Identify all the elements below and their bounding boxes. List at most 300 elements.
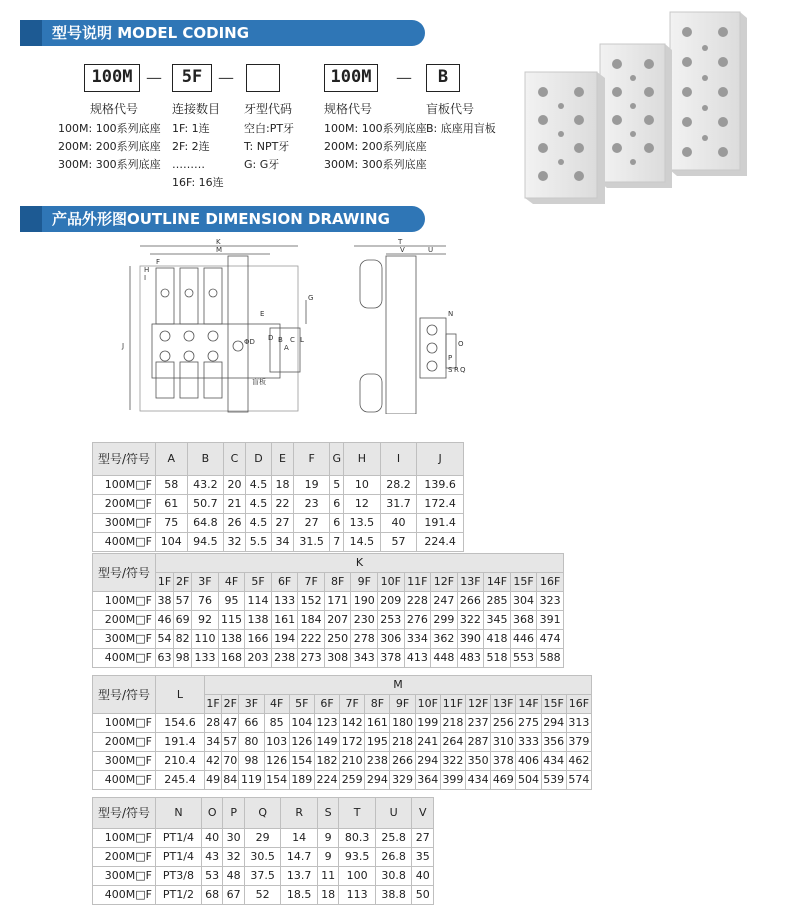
col-header: 6F xyxy=(314,695,339,714)
table-cell: 30 xyxy=(223,829,244,848)
row-label: 300M□F xyxy=(93,867,156,886)
table-cell: 34 xyxy=(205,733,222,752)
col-header: Q xyxy=(244,798,281,829)
table-cell: 304 xyxy=(510,592,537,611)
coding-line: G: G牙 xyxy=(244,158,280,171)
table-cell: 238 xyxy=(271,649,298,668)
table-cell: 40 xyxy=(412,867,434,886)
col-header: 1F xyxy=(156,573,174,592)
table-row xyxy=(93,533,464,552)
col-header: 5F xyxy=(245,573,272,592)
table-cell: 218 xyxy=(390,733,415,752)
table-cell: 10 xyxy=(344,476,381,495)
dim-label-k: K xyxy=(216,238,221,246)
dim-label-o: O xyxy=(458,340,464,348)
coding-line: ……… xyxy=(172,158,205,171)
col-header: 2F xyxy=(222,695,239,714)
table-row xyxy=(93,733,592,752)
table-cell: 574 xyxy=(566,771,591,790)
col-header: L xyxy=(156,676,205,714)
table-cell: 104 xyxy=(289,714,314,733)
col-header: 3F xyxy=(239,695,264,714)
table-cell: 18.5 xyxy=(281,886,318,905)
group-header: K xyxy=(156,554,564,573)
code-dash: — xyxy=(218,68,234,87)
table-cell: 413 xyxy=(404,649,431,668)
table-cell: 63 xyxy=(156,649,174,668)
table-cell: 399 xyxy=(440,771,465,790)
table-cell: 20 xyxy=(224,476,246,495)
table-cell: 104 xyxy=(156,533,188,552)
table-row xyxy=(93,649,564,668)
col-header: A xyxy=(156,443,188,476)
coding-col-title: 规格代号 xyxy=(324,102,373,116)
col-header: 4F xyxy=(264,695,289,714)
col-header: 9F xyxy=(351,573,378,592)
col-header: O xyxy=(201,798,222,829)
table-corner: 型号/符号 xyxy=(93,554,156,592)
table-cell: 418 xyxy=(484,630,511,649)
table-cell: 264 xyxy=(440,733,465,752)
coding-line: 200M: 200系列底座 xyxy=(324,140,427,153)
dim-label-b: B xyxy=(278,336,283,344)
table-cell: 6 xyxy=(330,495,344,514)
table-cell: 26 xyxy=(224,514,246,533)
table-cell: 35 xyxy=(412,848,434,867)
table-cell: 98 xyxy=(239,752,264,771)
table-cell: 80 xyxy=(239,733,264,752)
table-cell: 172.4 xyxy=(417,495,464,514)
table-cell: 362 xyxy=(431,630,458,649)
coding-col-lines xyxy=(324,120,427,174)
table-cell: 275 xyxy=(516,714,541,733)
row-label: 200M□F xyxy=(93,611,156,630)
code-box-blank-series: 100M xyxy=(324,64,378,92)
table-row xyxy=(93,514,464,533)
table-cell: 6 xyxy=(330,514,344,533)
table-cell: 322 xyxy=(440,752,465,771)
table-cell: 50.7 xyxy=(187,495,224,514)
col-header: 14F xyxy=(516,695,541,714)
dim-label-m: M xyxy=(216,246,223,254)
coding-col-lines xyxy=(172,120,224,192)
table-cell: 378 xyxy=(491,752,516,771)
table-cell: 57 xyxy=(222,733,239,752)
table-cell: 310 xyxy=(491,733,516,752)
coding-col-title: 规格代号 xyxy=(90,102,139,116)
row-label: 400M□F xyxy=(93,533,156,552)
table-cell: 323 xyxy=(537,592,564,611)
table-row xyxy=(93,848,434,867)
table-row xyxy=(93,611,564,630)
table-cell: 49 xyxy=(205,771,222,790)
table-cell: 30.5 xyxy=(244,848,281,867)
row-label: 100M□F xyxy=(93,592,156,611)
table-cell: 189 xyxy=(289,771,314,790)
table-cell: 26.8 xyxy=(375,848,412,867)
table-cell: 224.4 xyxy=(417,533,464,552)
col-header: F xyxy=(293,443,330,476)
dim-label-f: F xyxy=(156,258,161,266)
col-header: C xyxy=(224,443,246,476)
table-cell: 406 xyxy=(516,752,541,771)
front-view-drawing xyxy=(120,238,320,414)
coding-line: 空白:PT牙 xyxy=(244,122,295,135)
table-cell: 23 xyxy=(293,495,330,514)
table-cell: 171 xyxy=(324,592,351,611)
table-cell: 273 xyxy=(298,649,325,668)
code-box-series: 100M xyxy=(84,64,140,92)
col-header: H xyxy=(344,443,381,476)
table-cell: 287 xyxy=(466,733,491,752)
table-cell: 50 xyxy=(412,886,434,905)
table-cell: 253 xyxy=(378,611,405,630)
table-cell: 98 xyxy=(174,649,192,668)
table-cell: 142 xyxy=(340,714,365,733)
table-cell: 161 xyxy=(365,714,390,733)
outline-drawing-title: 产品外形图OUTLINE DIMENSION DRAWING xyxy=(52,210,390,228)
table-cell: 448 xyxy=(431,649,458,668)
table-cell: 46 xyxy=(156,611,174,630)
table-cell: 32 xyxy=(223,848,244,867)
table-cell: 462 xyxy=(566,752,591,771)
code-box-stations: 5F xyxy=(172,64,212,92)
code-dash: — xyxy=(396,68,412,87)
col-header: D xyxy=(245,443,272,476)
table-cell: 95 xyxy=(218,592,245,611)
table-cell: 123 xyxy=(314,714,339,733)
dim-label-j: J xyxy=(122,342,125,350)
table-cell: 228 xyxy=(404,592,431,611)
table-cell: 14.5 xyxy=(344,533,381,552)
dim-label-d: D xyxy=(268,334,274,342)
table-cell: 182 xyxy=(314,752,339,771)
table-cell: 113 xyxy=(339,886,376,905)
coding-line: T: NPT牙 xyxy=(244,140,290,153)
table-cell: 306 xyxy=(378,630,405,649)
dim-label-r: R xyxy=(454,366,459,374)
table-cell: 434 xyxy=(466,771,491,790)
table-cell: 378 xyxy=(378,649,405,668)
row-label: 300M□F xyxy=(93,514,156,533)
dim-label-e: E xyxy=(260,310,265,318)
table-cell: 57 xyxy=(174,592,192,611)
table-cell: 474 xyxy=(537,630,564,649)
row-label: 200M□F xyxy=(93,733,156,752)
table-cell: 191.4 xyxy=(417,514,464,533)
coding-col-lines xyxy=(244,120,294,174)
table-cell: 238 xyxy=(365,752,390,771)
table-cell: 161 xyxy=(271,611,298,630)
table-cell: 333 xyxy=(516,733,541,752)
col-header: 13F xyxy=(457,573,484,592)
table-cell: 294 xyxy=(415,752,440,771)
col-header: 9F xyxy=(390,695,415,714)
table-cell: 31.7 xyxy=(380,495,417,514)
table-cell: 138 xyxy=(218,630,245,649)
table-cell: 30.8 xyxy=(375,867,412,886)
col-header: 10F xyxy=(415,695,440,714)
dim-label-a: A xyxy=(284,344,289,352)
table-cell: 133 xyxy=(192,649,219,668)
dim-label-u: U xyxy=(428,246,434,254)
table-cell: 42 xyxy=(205,752,222,771)
table-cell: 278 xyxy=(351,630,378,649)
table-cell: 364 xyxy=(415,771,440,790)
blank-plate-label: 盲板 xyxy=(252,378,266,386)
table-cell: 256 xyxy=(491,714,516,733)
table-cell: 266 xyxy=(457,592,484,611)
table-cell: 28.2 xyxy=(380,476,417,495)
col-header: 13F xyxy=(491,695,516,714)
side-view-drawing xyxy=(346,238,470,414)
table-cell: 110 xyxy=(192,630,219,649)
table-cell: 25.8 xyxy=(375,829,412,848)
table-cell: 184 xyxy=(298,611,325,630)
col-header: E xyxy=(272,443,294,476)
table-cell: 199 xyxy=(415,714,440,733)
table-row xyxy=(93,867,434,886)
table-cell: 64.8 xyxy=(187,514,224,533)
table-cell: 75 xyxy=(156,514,188,533)
table-cell: PT1/4 xyxy=(156,848,202,867)
table-cell: 85 xyxy=(264,714,289,733)
table-cell: 483 xyxy=(457,649,484,668)
table-cell: 4.5 xyxy=(245,495,272,514)
table-cell: 38 xyxy=(156,592,174,611)
table-cell: 29 xyxy=(244,829,281,848)
table-cell: 27 xyxy=(293,514,330,533)
table-cell: 222 xyxy=(298,630,325,649)
table-cell: 40 xyxy=(201,829,222,848)
col-header: 5F xyxy=(289,695,314,714)
code-box-blank-plate: B xyxy=(426,64,460,92)
row-label: 100M□F xyxy=(93,714,156,733)
row-label: 400M□F xyxy=(93,886,156,905)
table-cell: 390 xyxy=(457,630,484,649)
coding-line: 300M: 300系列底座 xyxy=(58,158,161,171)
col-header: 2F xyxy=(174,573,192,592)
table-cell: 43 xyxy=(201,848,222,867)
table-corner: 型号/符号 xyxy=(93,443,156,476)
table-cell: 168 xyxy=(218,649,245,668)
table-cell: 294 xyxy=(365,771,390,790)
table-cell: 210.4 xyxy=(156,752,205,771)
table-cell: 5 xyxy=(330,476,344,495)
table-cell: 350 xyxy=(466,752,491,771)
table-cell: 84 xyxy=(222,771,239,790)
dim-label-c: C xyxy=(290,336,295,344)
table-row xyxy=(93,592,564,611)
table-cell: 241 xyxy=(415,733,440,752)
col-header: 7F xyxy=(340,695,365,714)
col-header: R xyxy=(281,798,318,829)
table-cell: 195 xyxy=(365,733,390,752)
table-cell: 115 xyxy=(218,611,245,630)
table-cell: 329 xyxy=(390,771,415,790)
table-cell: 210 xyxy=(340,752,365,771)
table-cell: 149 xyxy=(314,733,339,752)
table-cell: 285 xyxy=(484,592,511,611)
col-header: G xyxy=(330,443,344,476)
table-cell: 218 xyxy=(440,714,465,733)
col-header: V xyxy=(412,798,434,829)
table-cell: 47 xyxy=(222,714,239,733)
table-cell: 66 xyxy=(239,714,264,733)
col-header: 6F xyxy=(271,573,298,592)
col-header: 4F xyxy=(218,573,245,592)
coding-line: B: 底座用盲板 xyxy=(426,122,496,135)
table-cell: 230 xyxy=(351,611,378,630)
table-cell: 103 xyxy=(264,733,289,752)
dim-label-s: S xyxy=(448,366,453,374)
table-cell: 54 xyxy=(156,630,174,649)
table-cell: PT3/8 xyxy=(156,867,202,886)
table-cell: 224 xyxy=(314,771,339,790)
table-cell: 92 xyxy=(192,611,219,630)
table-cell: 334 xyxy=(404,630,431,649)
table-cell: 4.5 xyxy=(245,514,272,533)
table-cell: 152 xyxy=(298,592,325,611)
table-cell: 180 xyxy=(390,714,415,733)
dim-label-t: T xyxy=(398,238,403,246)
dim-label-p: P xyxy=(448,354,453,362)
table-cell: 194 xyxy=(271,630,298,649)
dim-label-n: N xyxy=(448,310,454,318)
table-cell: PT1/2 xyxy=(156,886,202,905)
table-cell: 18 xyxy=(272,476,294,495)
table-cell: 299 xyxy=(431,611,458,630)
table-cell: 19 xyxy=(293,476,330,495)
table-cell: 308 xyxy=(324,649,351,668)
dimension-table-l-m xyxy=(92,675,592,790)
table-cell: 76 xyxy=(192,592,219,611)
table-cell: 553 xyxy=(510,649,537,668)
col-header: 7F xyxy=(298,573,325,592)
table-cell: 9 xyxy=(317,829,338,848)
table-cell: 31.5 xyxy=(293,533,330,552)
col-header: U xyxy=(375,798,412,829)
row-label: 100M□F xyxy=(93,829,156,848)
table-cell: 172 xyxy=(340,733,365,752)
manifold-product-photo xyxy=(515,8,795,208)
col-header: N xyxy=(156,798,202,829)
col-header: 11F xyxy=(404,573,431,592)
table-cell: 379 xyxy=(566,733,591,752)
dimension-table-n-v xyxy=(92,797,434,905)
table-cell: 469 xyxy=(491,771,516,790)
table-cell: 14.7 xyxy=(281,848,318,867)
table-cell: 14 xyxy=(281,829,318,848)
col-header: 8F xyxy=(365,695,390,714)
coding-col-lines xyxy=(426,120,496,138)
dim-label-i: I xyxy=(144,274,147,282)
row-label: 400M□F xyxy=(93,771,156,790)
table-cell: 9 xyxy=(317,848,338,867)
table-cell: 518 xyxy=(484,649,511,668)
table-cell: 18 xyxy=(317,886,338,905)
table-cell: 504 xyxy=(516,771,541,790)
coding-line: 16F: 16连 xyxy=(172,176,224,189)
table-cell: 4.5 xyxy=(245,476,272,495)
table-cell: 61 xyxy=(156,495,188,514)
dim-label-g: G xyxy=(308,294,314,302)
col-header: P xyxy=(223,798,244,829)
dimension-table-k xyxy=(92,553,564,668)
table-cell: 266 xyxy=(390,752,415,771)
row-label: 300M□F xyxy=(93,630,156,649)
table-cell: 48 xyxy=(223,867,244,886)
table-cell: 276 xyxy=(404,611,431,630)
col-header: T xyxy=(339,798,376,829)
model-coding-title: 型号说明 MODEL CODING xyxy=(52,24,250,42)
coding-line: 100M: 100系列底座 xyxy=(58,122,161,135)
table-cell: 154 xyxy=(264,771,289,790)
col-header: 15F xyxy=(510,573,537,592)
table-cell: 100 xyxy=(339,867,376,886)
table-cell: 343 xyxy=(351,649,378,668)
table-cell: 539 xyxy=(541,771,566,790)
col-header: 16F xyxy=(537,573,564,592)
table-cell: 27 xyxy=(412,829,434,848)
table-cell: 138 xyxy=(245,611,272,630)
table-cell: 391 xyxy=(537,611,564,630)
table-cell: 313 xyxy=(566,714,591,733)
table-cell: 259 xyxy=(340,771,365,790)
dim-label-q: Q xyxy=(460,366,466,374)
col-header: 15F xyxy=(541,695,566,714)
col-header: 11F xyxy=(440,695,465,714)
col-header: I xyxy=(380,443,417,476)
col-header: 12F xyxy=(466,695,491,714)
table-cell: 37.5 xyxy=(244,867,281,886)
table-cell: 191.4 xyxy=(156,733,205,752)
table-cell: 34 xyxy=(272,533,294,552)
table-cell: 69 xyxy=(174,611,192,630)
table-row xyxy=(93,476,464,495)
coding-line: 100M: 100系列底座 xyxy=(324,122,427,135)
col-header: 12F xyxy=(431,573,458,592)
table-row xyxy=(93,495,464,514)
table-cell: 21 xyxy=(224,495,246,514)
row-label: 100M□F xyxy=(93,476,156,495)
table-cell: 52 xyxy=(244,886,281,905)
row-label: 300M□F xyxy=(93,752,156,771)
table-cell: 38.8 xyxy=(375,886,412,905)
table-cell: 82 xyxy=(174,630,192,649)
coding-line: 1F: 1连 xyxy=(172,122,210,135)
table-cell: 7 xyxy=(330,533,344,552)
dim-label-l: L xyxy=(300,336,304,344)
code-dash: — xyxy=(146,68,162,87)
table-cell: PT1/4 xyxy=(156,829,202,848)
col-header: 10F xyxy=(378,573,405,592)
table-cell: 80.3 xyxy=(339,829,376,848)
table-cell: 247 xyxy=(431,592,458,611)
table-cell: 11 xyxy=(317,867,338,886)
table-cell: 166 xyxy=(245,630,272,649)
coding-col-title: 牙型代码 xyxy=(244,102,293,116)
table-cell: 28 xyxy=(205,714,222,733)
row-label: 400M□F xyxy=(93,649,156,668)
table-row xyxy=(93,752,592,771)
dimension-table-a-j xyxy=(92,442,464,552)
col-header: 1F xyxy=(205,695,222,714)
code-box-thread xyxy=(246,64,280,92)
table-cell: 114 xyxy=(245,592,272,611)
coding-col-lines xyxy=(58,120,161,174)
table-cell: 40 xyxy=(380,514,417,533)
